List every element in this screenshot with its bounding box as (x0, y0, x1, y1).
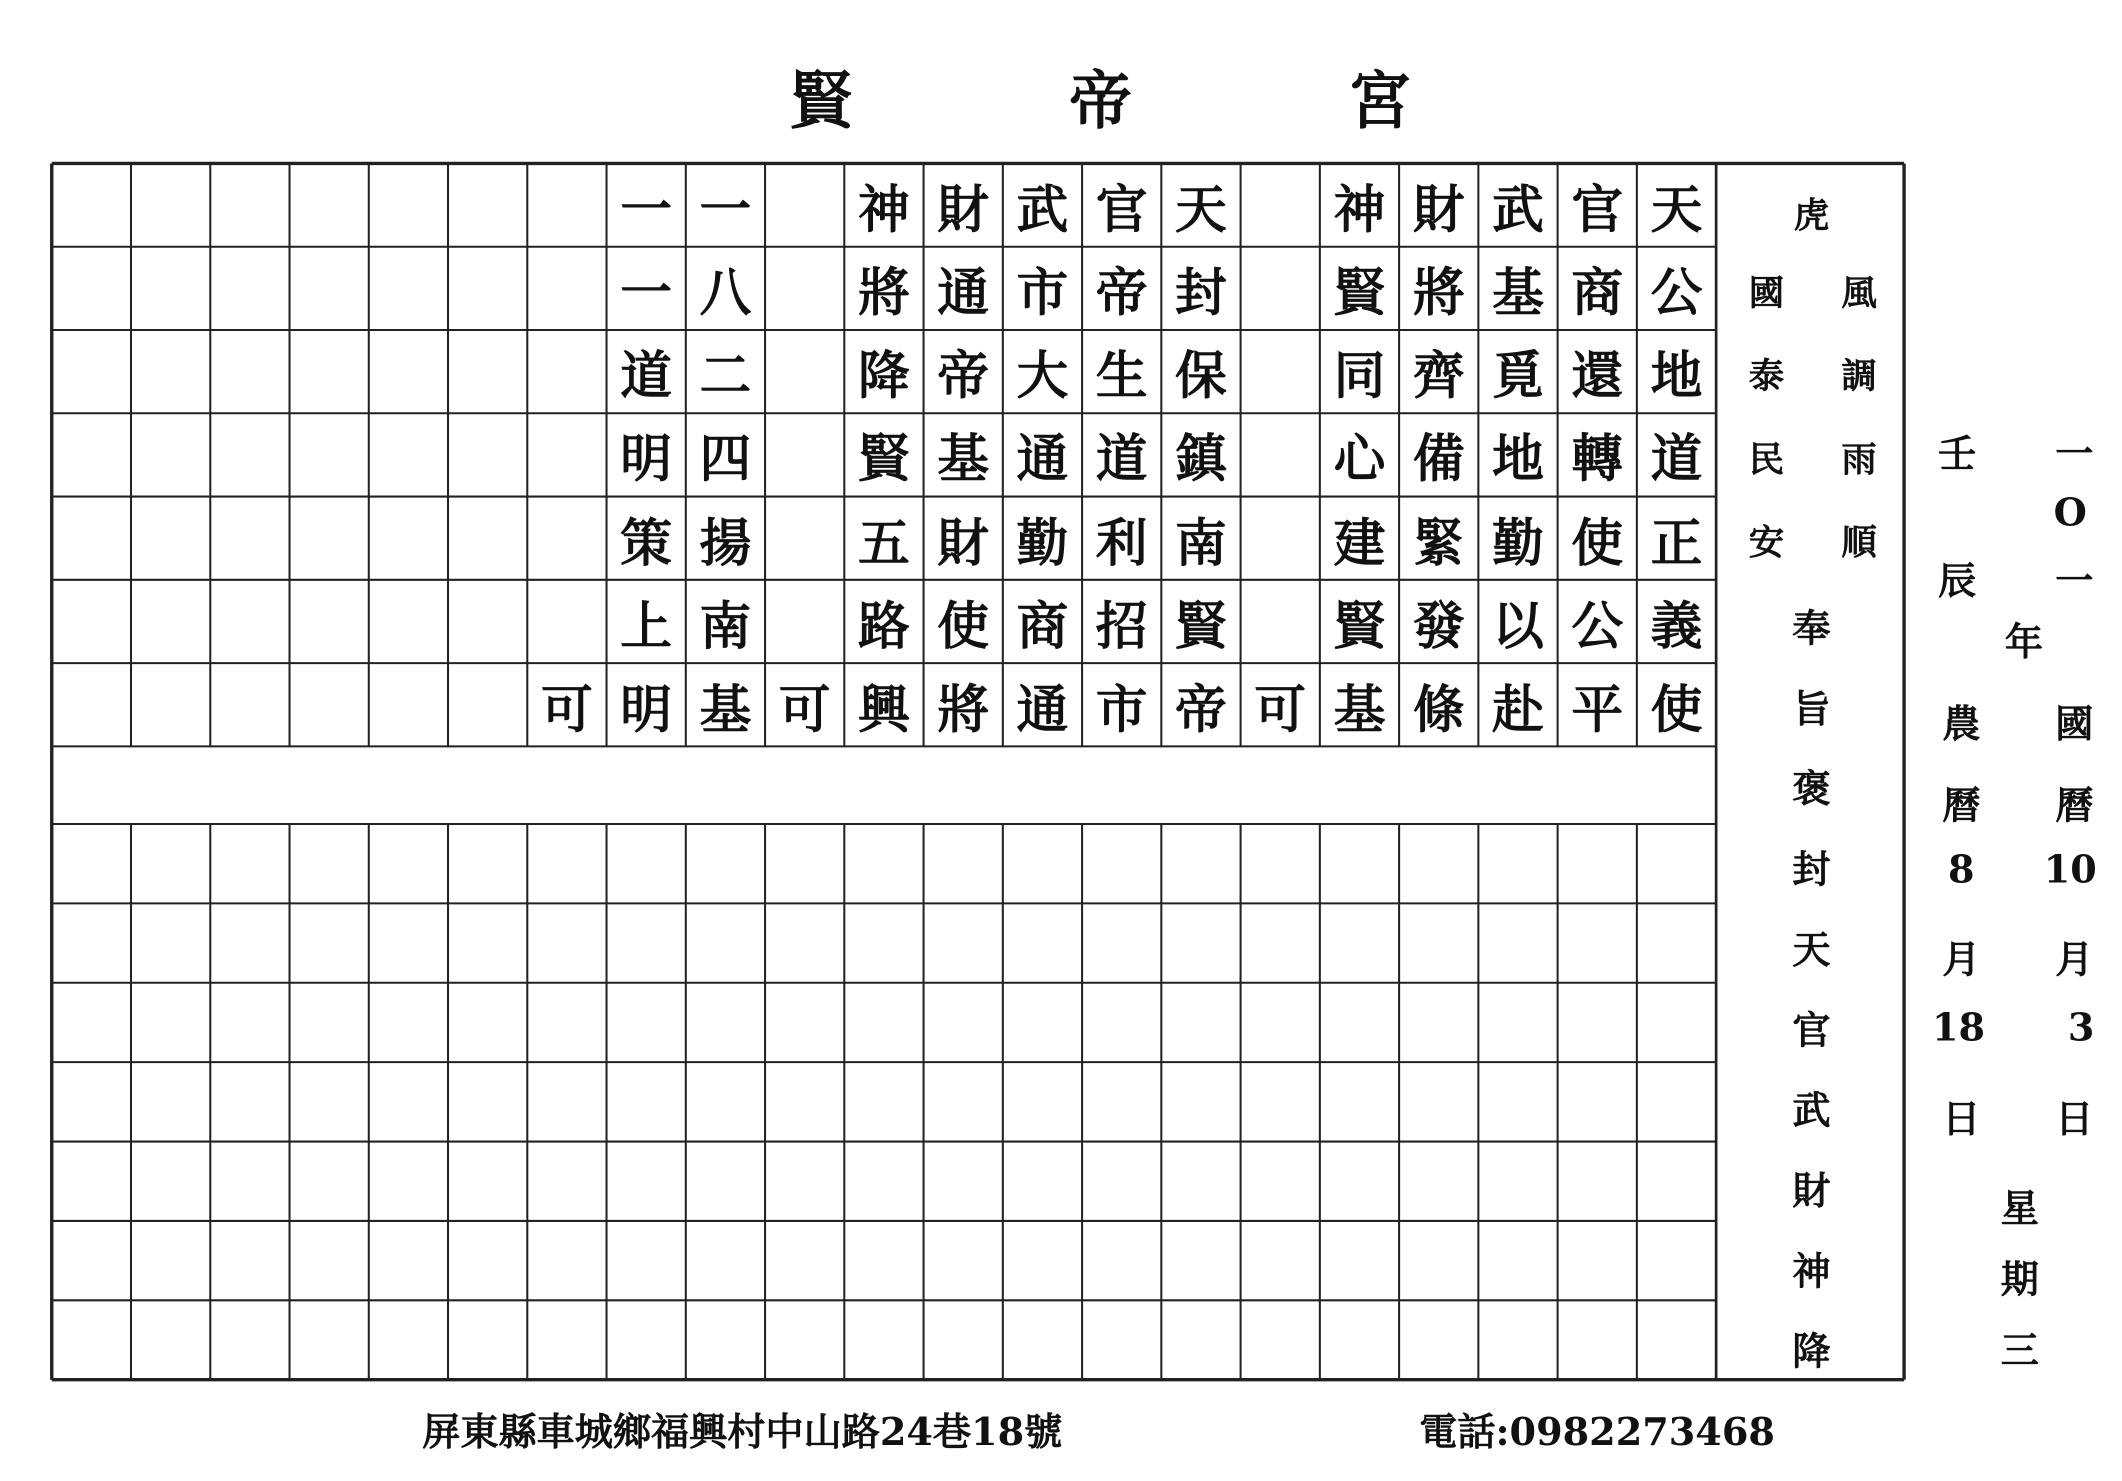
republic-date-char: O (2053, 490, 2087, 536)
blessing-char: 雨 (1841, 439, 1877, 481)
republic-date-char: 10 (2043, 847, 2097, 893)
poem-char: 路 (858, 594, 910, 657)
poem-char: 市 (1016, 261, 1069, 324)
poem-char: 同 (1333, 345, 1386, 407)
decree-char: 降 (1792, 1329, 1831, 1375)
blessing-char: 國 (1748, 273, 1785, 315)
weekday-char: 期 (2000, 1257, 2039, 1303)
poem-char: 帝 (1095, 261, 1148, 324)
poem-char: 賢 (858, 428, 910, 490)
poem-char: 武 (1016, 178, 1069, 240)
weekday-char: 三 (2000, 1327, 2039, 1373)
blessing-char: 泰 (1748, 356, 1785, 398)
blessing-char: 虎 (1793, 196, 1830, 237)
poem-char: 地 (1650, 345, 1703, 407)
poem-char: 公 (1571, 594, 1624, 657)
poem-char: 使 (1571, 511, 1624, 573)
poem-char: 使 (937, 594, 990, 657)
decree-char: 財 (1792, 1168, 1831, 1214)
poem-char: 道 (1650, 428, 1703, 490)
poem-char: 興 (858, 678, 910, 740)
poem-char: 將 (937, 678, 990, 740)
poem-char: 條 (1412, 678, 1465, 740)
poem-char: 轉 (1571, 428, 1624, 490)
poem-char: 神 (858, 178, 910, 240)
poem-char: 賢 (1333, 261, 1386, 324)
phone: 電話:0982273468 (1419, 1409, 1775, 1455)
lunar-date-char: 18 (1932, 1005, 1986, 1051)
lunar-date-char: 曆 (1942, 783, 1981, 829)
poem-char: 備 (1412, 428, 1465, 490)
lunar-date-char: 壬 (1938, 431, 1977, 477)
lunar-date-char: 農 (1942, 701, 1981, 747)
poem-char: 南 (1175, 511, 1227, 573)
decree-char: 神 (1792, 1248, 1831, 1294)
poem-char: 可 (541, 678, 593, 740)
blessing-char: 安 (1748, 523, 1785, 564)
republic-date-char: 一 (2055, 431, 2094, 477)
poem-char: 上 (620, 594, 673, 657)
poem-char: 基 (1492, 261, 1544, 324)
poem-char: 八 (699, 261, 752, 324)
poem-char: 財 (1412, 178, 1465, 240)
poem-char: 南 (699, 594, 752, 657)
decree-char: 天 (1792, 927, 1831, 973)
poem-char: 商 (1571, 261, 1624, 324)
title-char-1: 賢 (789, 64, 853, 138)
poem-char: 通 (937, 261, 990, 324)
poem-char: 還 (1571, 345, 1624, 407)
lunar-date-char: 月 (1942, 937, 1981, 983)
decree-char: 旨 (1792, 686, 1831, 732)
poem-char: 明 (620, 428, 673, 490)
poem-char: 勤 (1016, 511, 1069, 573)
poem-char: 四 (699, 428, 752, 490)
poem-char: 保 (1175, 345, 1227, 407)
poem-char: 平 (1571, 678, 1624, 740)
poem-char: 生 (1095, 345, 1148, 407)
republic-date-char: 曆 (2055, 783, 2094, 829)
republic-date-char: 年 (2004, 619, 2043, 665)
poem-char: 通 (1016, 678, 1069, 740)
poem-char: 公 (1650, 261, 1703, 324)
title-char-3: 宮 (1348, 64, 1412, 138)
poem-char: 帝 (937, 345, 990, 407)
blessing-char: 民 (1748, 439, 1785, 481)
poem-char: 二 (699, 345, 752, 407)
poem-char: 財 (937, 178, 990, 240)
weekday-char: 星 (2000, 1186, 2039, 1232)
decree-char: 褒 (1792, 766, 1831, 812)
poem-char: 赴 (1492, 678, 1544, 740)
poem-char: 五 (858, 511, 910, 573)
poem-char: 招 (1095, 594, 1148, 657)
blessing-char: 調 (1841, 356, 1877, 398)
address: 屏東縣車城鄉福興村中山路24巷18號 (422, 1409, 1063, 1455)
poem-char: 商 (1016, 594, 1069, 657)
poem-char: 官 (1095, 178, 1148, 240)
lunar-date-char: 8 (1948, 847, 1975, 893)
poem-char: 勤 (1492, 511, 1544, 573)
poem-char: 天 (1175, 178, 1227, 240)
poem-char: 緊 (1412, 511, 1465, 573)
poem-char: 封 (1175, 261, 1227, 324)
poem-char: 覓 (1492, 345, 1544, 407)
poem-char: 降 (858, 345, 910, 407)
poem-char: 以 (1492, 594, 1544, 657)
poem-char: 市 (1095, 678, 1148, 740)
poem-char: 道 (620, 345, 673, 407)
poem-char: 策 (620, 511, 673, 573)
poem-char: 正 (1650, 511, 1703, 573)
blessing-char: 風 (1841, 273, 1877, 315)
poem-char: 官 (1571, 178, 1624, 240)
poem-char: 神 (1333, 178, 1386, 240)
poem-char: 建 (1333, 511, 1386, 573)
blessing-char: 順 (1841, 523, 1877, 564)
poem-char: 一 (620, 261, 673, 324)
poem-char: 帝 (1175, 678, 1227, 740)
decree-char: 奉 (1792, 606, 1831, 652)
poem-char: 大 (1016, 345, 1069, 407)
lunar-date-char: 辰 (1938, 558, 1977, 604)
poem-char: 財 (937, 511, 990, 573)
poem-char: 可 (1254, 678, 1307, 740)
decree-char: 官 (1792, 1007, 1831, 1053)
poem-char: 利 (1095, 511, 1148, 573)
poem-char: 一 (620, 178, 673, 240)
republic-date-char: 國 (2055, 701, 2094, 747)
decree-char: 封 (1792, 847, 1831, 893)
poem-char: 將 (1412, 261, 1465, 324)
poem-char: 地 (1492, 428, 1544, 490)
republic-date-char: 一 (2055, 558, 2094, 604)
poem-char: 天 (1650, 178, 1703, 240)
poem-char: 齊 (1412, 345, 1465, 407)
republic-date-char: 月 (2055, 937, 2094, 983)
title-char-2: 帝 (1069, 64, 1132, 138)
poem-char: 明 (620, 678, 673, 740)
republic-date-char: 3 (2067, 1005, 2095, 1051)
poem-char: 鎮 (1175, 428, 1227, 490)
poem-char: 一 (699, 178, 752, 240)
poem-char: 基 (937, 428, 990, 490)
poem-char: 可 (778, 678, 831, 740)
poem-char: 武 (1492, 178, 1544, 240)
republic-date-char: 日 (2055, 1096, 2094, 1142)
poem-char: 賢 (1333, 594, 1386, 657)
poem-char: 基 (1333, 678, 1386, 740)
poem-char: 賢 (1175, 594, 1227, 657)
poem-char: 義 (1650, 594, 1703, 657)
poem-char: 通 (1016, 428, 1069, 490)
lunar-date-char: 日 (1942, 1096, 1981, 1142)
poem-char: 道 (1095, 428, 1148, 490)
poem-char: 使 (1650, 678, 1703, 740)
decree-char: 武 (1792, 1088, 1831, 1134)
poem-char: 發 (1412, 594, 1465, 657)
poem-char: 心 (1333, 428, 1386, 490)
poem-char: 基 (699, 678, 752, 740)
poem-char: 將 (858, 261, 910, 324)
poem-char: 揚 (699, 511, 752, 573)
